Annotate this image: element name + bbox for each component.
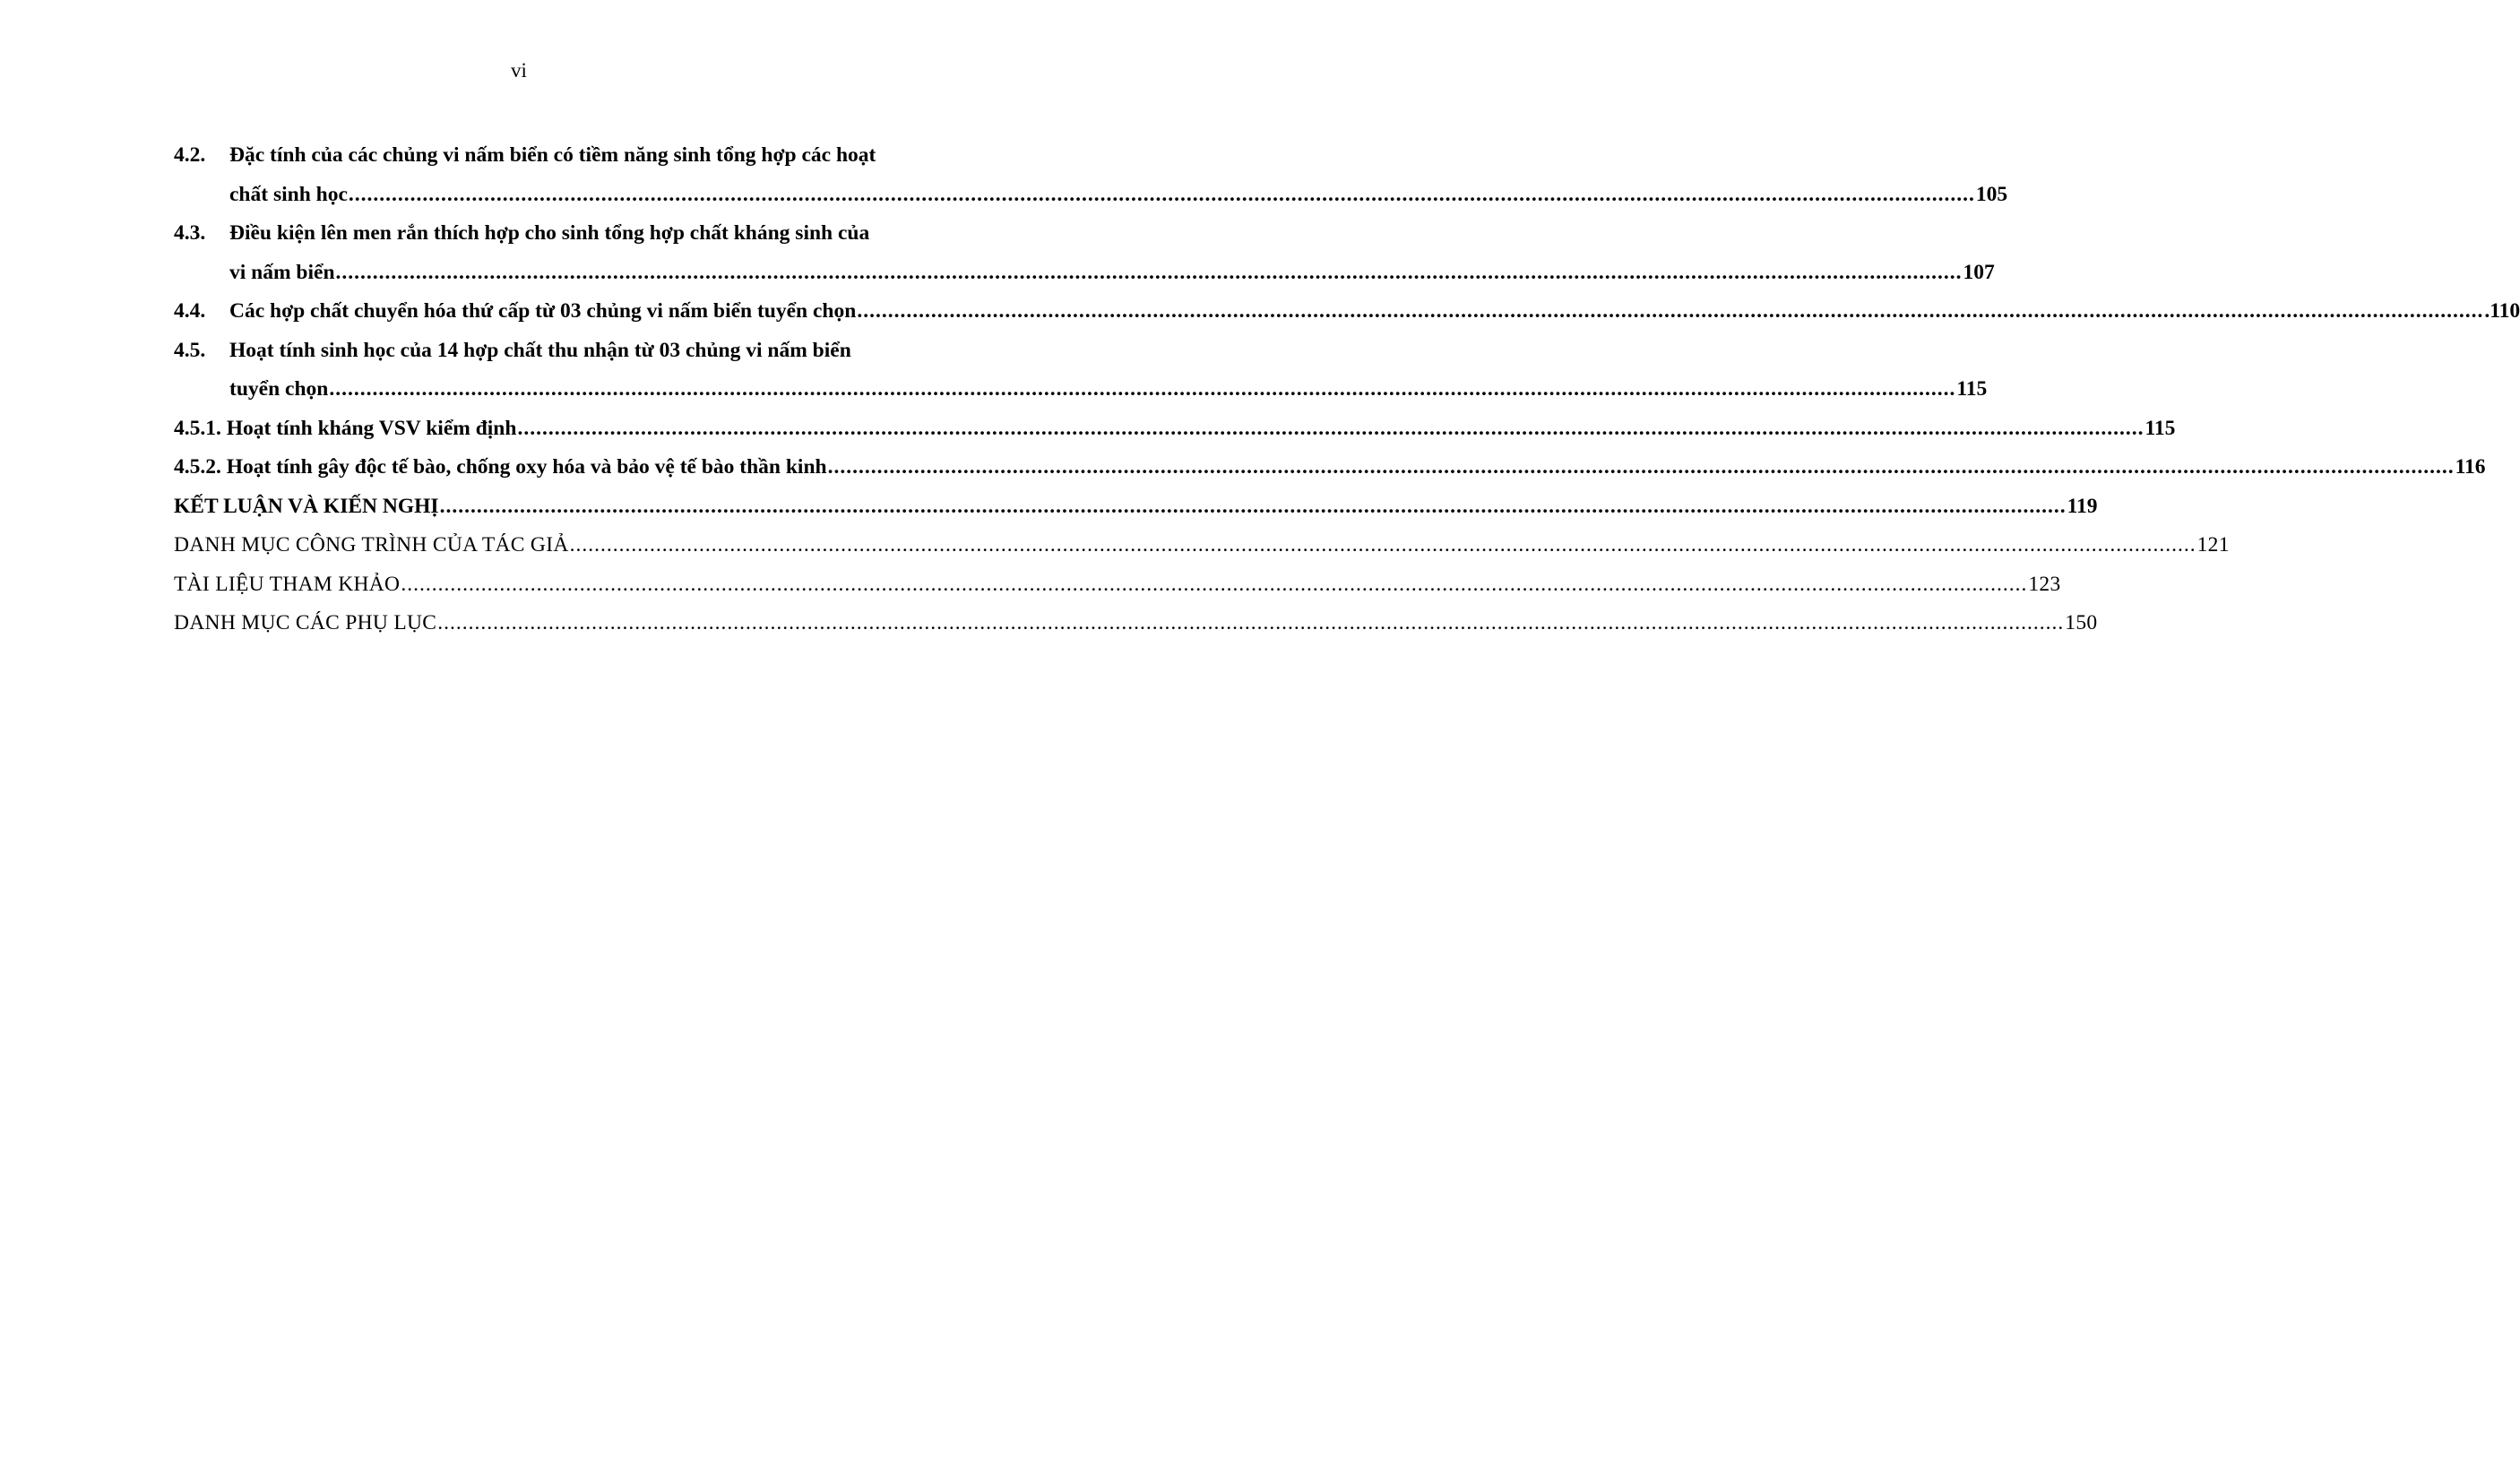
toc-entry-title: chất sinh học [229,182,348,206]
dot-leader [440,488,2067,527]
toc-page-number: 105 [1975,182,2008,206]
toc-page-number: 121 [2196,533,2230,557]
toc-entry-title: Các hợp chất chuyển hóa thứ cấp từ 03 chủng vi nấm biển tuyển chọn [229,299,857,323]
dot-leader [336,254,1963,293]
toc-entry-4-3-continuation[interactable] [174,254,1995,293]
toc-entry-title: DANH MỤC CÁC PHỤ LỤC [174,611,437,634]
dot-leader [517,410,2144,449]
toc-page-number: 107 [1963,260,1995,284]
toc-entry-title: 4.5.2. Hoạt tính gây độc tế bào, chống oxy hóa và bảo vệ tế bào thần kinh [174,455,827,479]
toc-entry-4-5-1[interactable] [174,410,2176,449]
toc-entry-number: 4.2. [174,143,206,167]
toc-entry-title: tuyển chọn [229,377,329,401]
toc-entry-references[interactable] [174,565,2061,605]
table-of-contents [174,136,2520,643]
toc-page-number: 115 [1956,377,1988,401]
toc-entry-title: KẾT LUẬN VÀ KIẾN NGHỊ [174,494,439,518]
toc-entry-title: Điều kiện lên men rắn thích hợp cho sinh tổng hợp chất kháng sinh của [229,221,870,245]
dot-leader [570,526,2196,565]
dot-leader [401,565,2027,605]
toc-page-number: 150 [2065,611,2098,634]
dot-leader [437,604,2064,643]
toc-entry-number: 4.3. [174,221,206,245]
toc-entry-publications[interactable] [174,526,2230,565]
toc-entry-4-2[interactable] [174,136,941,176]
toc-entry-title: DANH MỤC CÔNG TRÌNH CỦA TÁC GIẢ [174,533,569,557]
toc-entry-4-5-continuation[interactable] [174,370,1988,410]
toc-entry-4-5[interactable] [174,332,941,371]
dot-leader [349,176,1975,215]
toc-page-number: 115 [2145,416,2176,440]
toc-entry-title: Đặc tính của các chủng vi nấm biển có tiềm năng sinh tổng hợp các hoạt [229,143,876,167]
toc-entry-title: vi nấm biển [229,260,335,284]
toc-entry-appendices[interactable] [174,604,2098,643]
dot-leader [857,292,2483,332]
page-number: vi [511,59,527,82]
toc-entry-title: TÀI LIỆU THAM KHẢO [174,572,401,596]
toc-entry-number: 4.5. [174,338,206,362]
toc-entry-4-2-continuation[interactable] [174,176,2008,215]
toc-page-number: 123 [2028,572,2061,596]
toc-entry-number: 4.4. [174,299,206,323]
toc-entry-4-5-2[interactable] [174,448,2486,488]
dot-leader [329,370,1955,410]
toc-entry-conclusion[interactable] [174,488,2098,527]
toc-entry-4-3[interactable] [174,214,941,254]
toc-page-number: .110 [2484,299,2520,323]
toc-entry-title: 4.5.1. Hoạt tính kháng VSV kiểm định [174,416,517,440]
toc-entry-4-4[interactable] [174,292,2520,332]
dot-leader [828,448,2455,488]
toc-page-number: 116 [2455,455,2486,479]
toc-page-number: 119 [2067,494,2098,518]
toc-entry-title: Hoạt tính sinh học của 14 hợp chất thu nhận từ 03 chủng vi nấm biển [229,338,851,362]
